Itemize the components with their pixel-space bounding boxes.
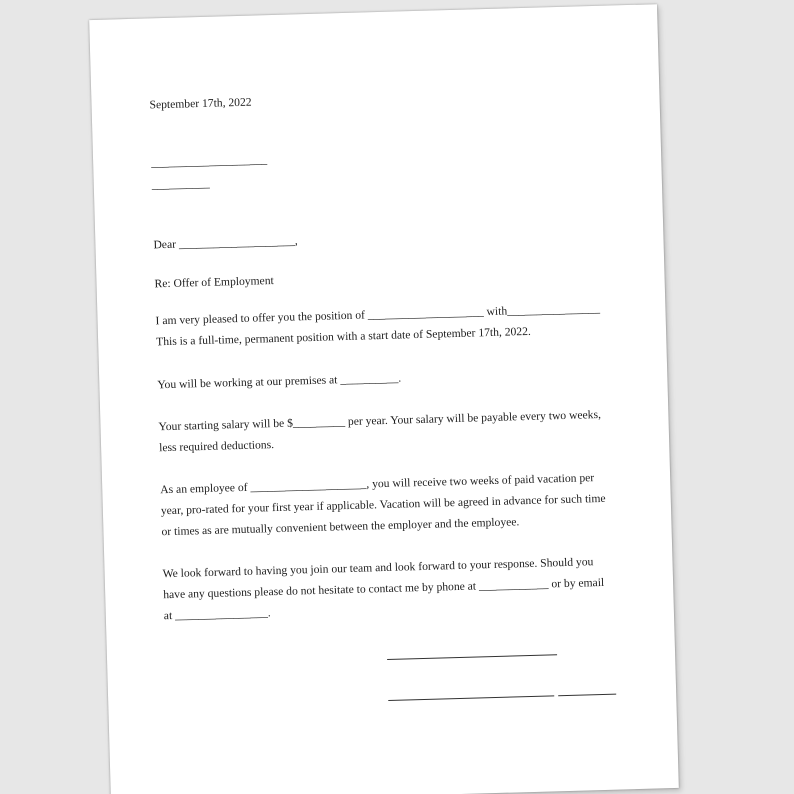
letter-page <box>89 4 679 794</box>
salutation: Dear ____________________, <box>153 234 298 252</box>
paragraph-premises-line-1: You will be working at our premises at __________. <box>157 371 402 392</box>
paragraph-vacation-line-3: or times as are mutually convenient between the employer and the employee. <box>161 515 520 539</box>
recipient-name-blank: ____________________ <box>150 153 268 170</box>
paragraph-salary-line-2: less required deductions. <box>158 438 275 455</box>
paragraph-vacation-line-1: As an employee of ____________________, you will receive two weeks of paid vacation per <box>160 471 595 497</box>
paragraph-closing-line-1: We look forward to having you join our team and look forward to your response. Should you <box>162 555 594 581</box>
signer-name-line <box>388 695 554 701</box>
signer-title-line <box>558 694 616 697</box>
subject-line: Re: Offer of Employment <box>154 274 274 291</box>
paragraph-position-line-2: This is a full-time, permanent position with a start date of September 17th, 2022. <box>155 324 532 349</box>
paragraph-salary-line-1: Your starting salary will be $_________ per year. Your salary will be payable every two weeks, <box>158 407 602 434</box>
paragraph-closing-line-3: at ________________. <box>163 606 271 623</box>
paragraph-vacation-line-2: year, pro-rated for your first year if applicable. Vacation will be agreed in advance for such time <box>160 491 606 518</box>
recipient-address-blank: __________ <box>151 176 210 192</box>
letter-date: September 17th, 2022 <box>149 95 252 112</box>
paragraph-closing-line-2: have any questions please do not hesitate to contact me by phone at ____________ or by email <box>163 575 605 602</box>
signature-line <box>387 654 557 660</box>
paragraph-position-line-1: I am very pleased to offer you the position of ____________________ with________________ <box>155 301 601 328</box>
